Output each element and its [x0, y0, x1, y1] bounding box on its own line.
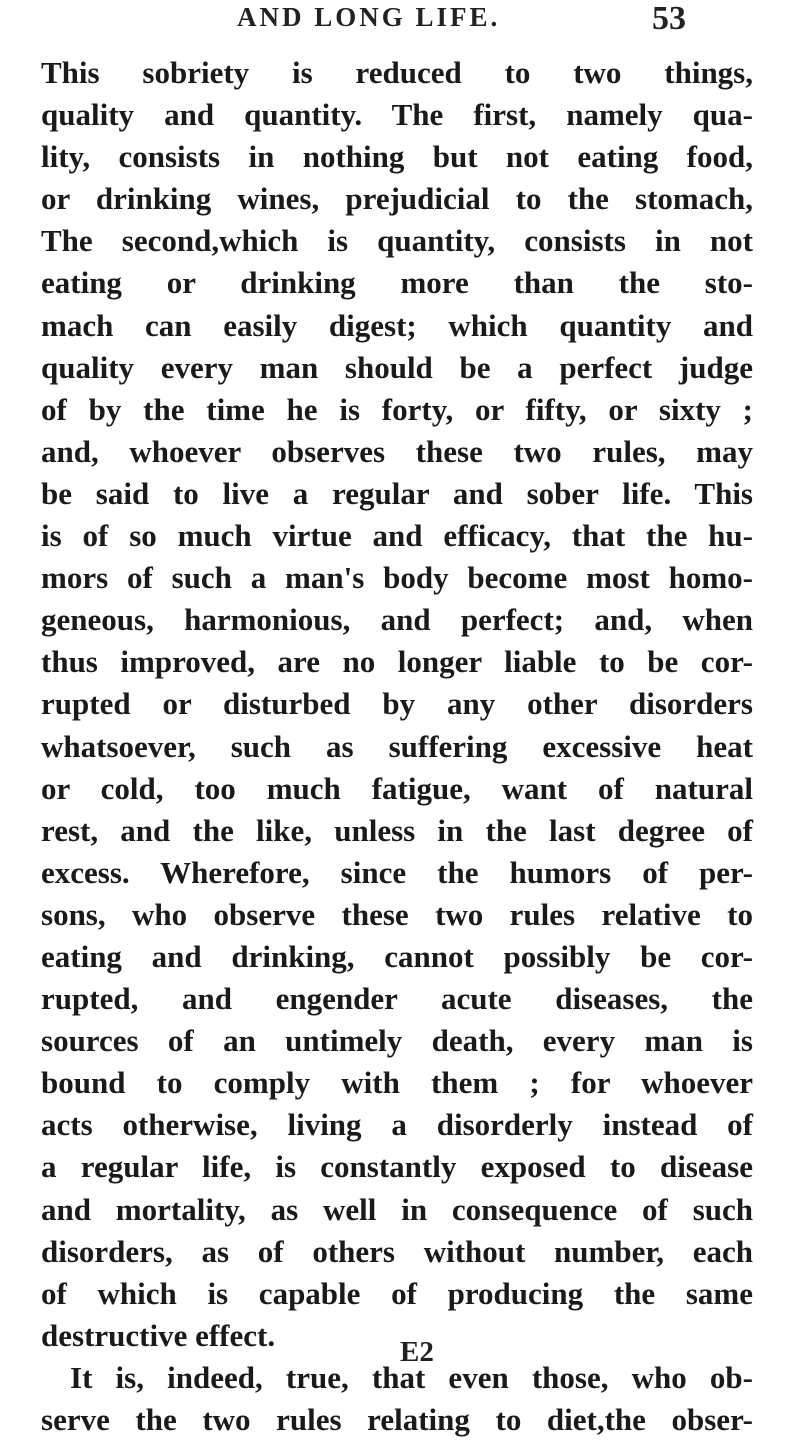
text-line: rest, and the like, unless in the last degree of	[41, 812, 753, 848]
text-line: or cold, too much fatigue, want of natural	[41, 770, 753, 806]
text-line: eating or drinking more than the sto-	[41, 265, 753, 301]
signature-mark: E2	[400, 1336, 434, 1368]
text-line: lity, consists in nothing but not eating food,	[41, 139, 753, 175]
text-line: mors of such a man's body become most homo-	[41, 560, 753, 596]
text-line: quality every man should be a perfect judge	[41, 349, 753, 385]
running-head	[0, 0, 800, 40]
text-line: rupted, and engender acute diseases, the	[41, 981, 753, 1017]
text-line: and, whoever observes these two rules, may	[41, 433, 753, 469]
text-line: disorders, as of others without number, each	[41, 1233, 753, 1269]
text-line: and mortality, as well in consequence of such	[41, 1191, 753, 1227]
text-line: sources of an untimely death, every man is	[41, 1023, 753, 1059]
text-line: The second,which is quantity, consists in not	[41, 223, 753, 259]
text-line: is of so much virtue and efficacy, that the hu-	[41, 518, 753, 554]
text-line: rupted or disturbed by any other disorders	[41, 686, 753, 722]
text-line: of by the time he is forty, or fifty, or sixty ;	[41, 391, 753, 427]
text-line: serve the two rules relating to diet,the obser-	[41, 1402, 753, 1437]
text-line: quality and quantity. The first, namely qua-	[41, 97, 753, 133]
text-line: sons, who observe these two rules relative to	[41, 896, 753, 932]
text-line: a regular life, is constantly exposed to disease	[41, 1149, 753, 1185]
text-line: whatsoever, such as suffering excessive heat	[41, 728, 753, 764]
text-line: destructive effect.	[41, 1317, 276, 1353]
text-line: geneous, harmonious, and perfect; and, when	[41, 602, 753, 638]
text-line: eating and drinking, cannot possibly be cor-	[41, 938, 753, 974]
text-line: It is, indeed, true, that even those, who ob-	[70, 1359, 753, 1395]
running-title: AND LONG LIFE.	[237, 2, 501, 32]
text-line: bound to comply with them ; for whoever	[41, 1065, 753, 1101]
text-line: be said to live a regular and sober life. This	[41, 475, 753, 511]
text-line: acts otherwise, living a disorderly instead of	[41, 1107, 753, 1143]
body-text	[41, 52, 753, 1441]
text-line: of which is capable of producing the same	[41, 1275, 753, 1311]
text-line: mach can easily digest; which quantity and	[41, 307, 753, 343]
page-number: 53	[652, 0, 686, 37]
text-line: thus improved, are no longer liable to be cor-	[41, 644, 753, 680]
text-line: This sobriety is reduced to two things,	[41, 55, 753, 90]
text-line: excess. Wherefore, since the humors of per-	[41, 854, 753, 890]
text-line: or drinking wines, prejudicial to the stomach,	[41, 181, 753, 217]
